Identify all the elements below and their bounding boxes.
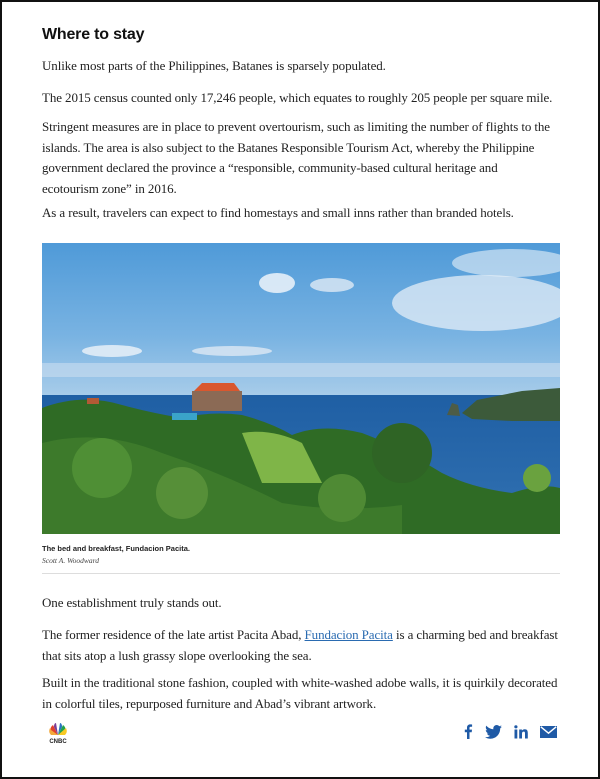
svg-text:CNBC: CNBC xyxy=(49,739,67,744)
hero-photo xyxy=(42,243,560,534)
cnbc-logo xyxy=(44,722,72,744)
divider xyxy=(42,573,560,574)
text-before-link: The former residence of the late artist Pacita Abad, xyxy=(42,627,305,642)
fundacion-pacita-link[interactable]: Fundacion Pacita xyxy=(304,627,393,642)
paragraph-census: The 2015 census counted only 17,246 people, which equates to roughly 205 people per square mile. xyxy=(42,90,553,105)
twitter-icon[interactable] xyxy=(485,725,502,744)
facebook-icon[interactable] xyxy=(463,724,473,744)
paragraph-decor: Built in the traditional stone fashion, coupled with white-washed adobe walls, it is quirkily decorated in colorful tiles, repurposed furniture and Abad’s vibrant artwork. xyxy=(42,675,558,711)
section-heading: Where to stay xyxy=(42,26,145,43)
paragraph-overtourism: Stringent measures are in place to prevent overtourism, such as limiting the number of flights to the islands. The area is also subject to the Batanes Responsible Tourism Act, whereby the Philippine government declared the province a “responsible, community-based cultural heritage and ecotourism zone” in 2016. xyxy=(42,119,550,196)
text-after-link: is a charming bed and breakfast that sits atop a lush grassy slope overlooking the sea. xyxy=(42,627,558,663)
paragraph-residence xyxy=(42,625,562,666)
photo-credit: Scott A. Woodward xyxy=(42,556,100,565)
paragraph-stands-out: One establishment truly stands out. xyxy=(42,595,222,610)
paragraph-homestays: As a result, travelers can expect to find homestays and small inns rather than branded hotels. xyxy=(42,205,514,220)
linkedin-icon[interactable] xyxy=(514,725,528,744)
paragraph-population: Unlike most parts of the Philippines, Batanes is sparsely populated. xyxy=(42,58,386,73)
email-icon[interactable] xyxy=(540,725,557,743)
photo-caption: The bed and breakfast, Fundacion Pacita. xyxy=(42,544,190,553)
share-bar xyxy=(463,724,557,744)
